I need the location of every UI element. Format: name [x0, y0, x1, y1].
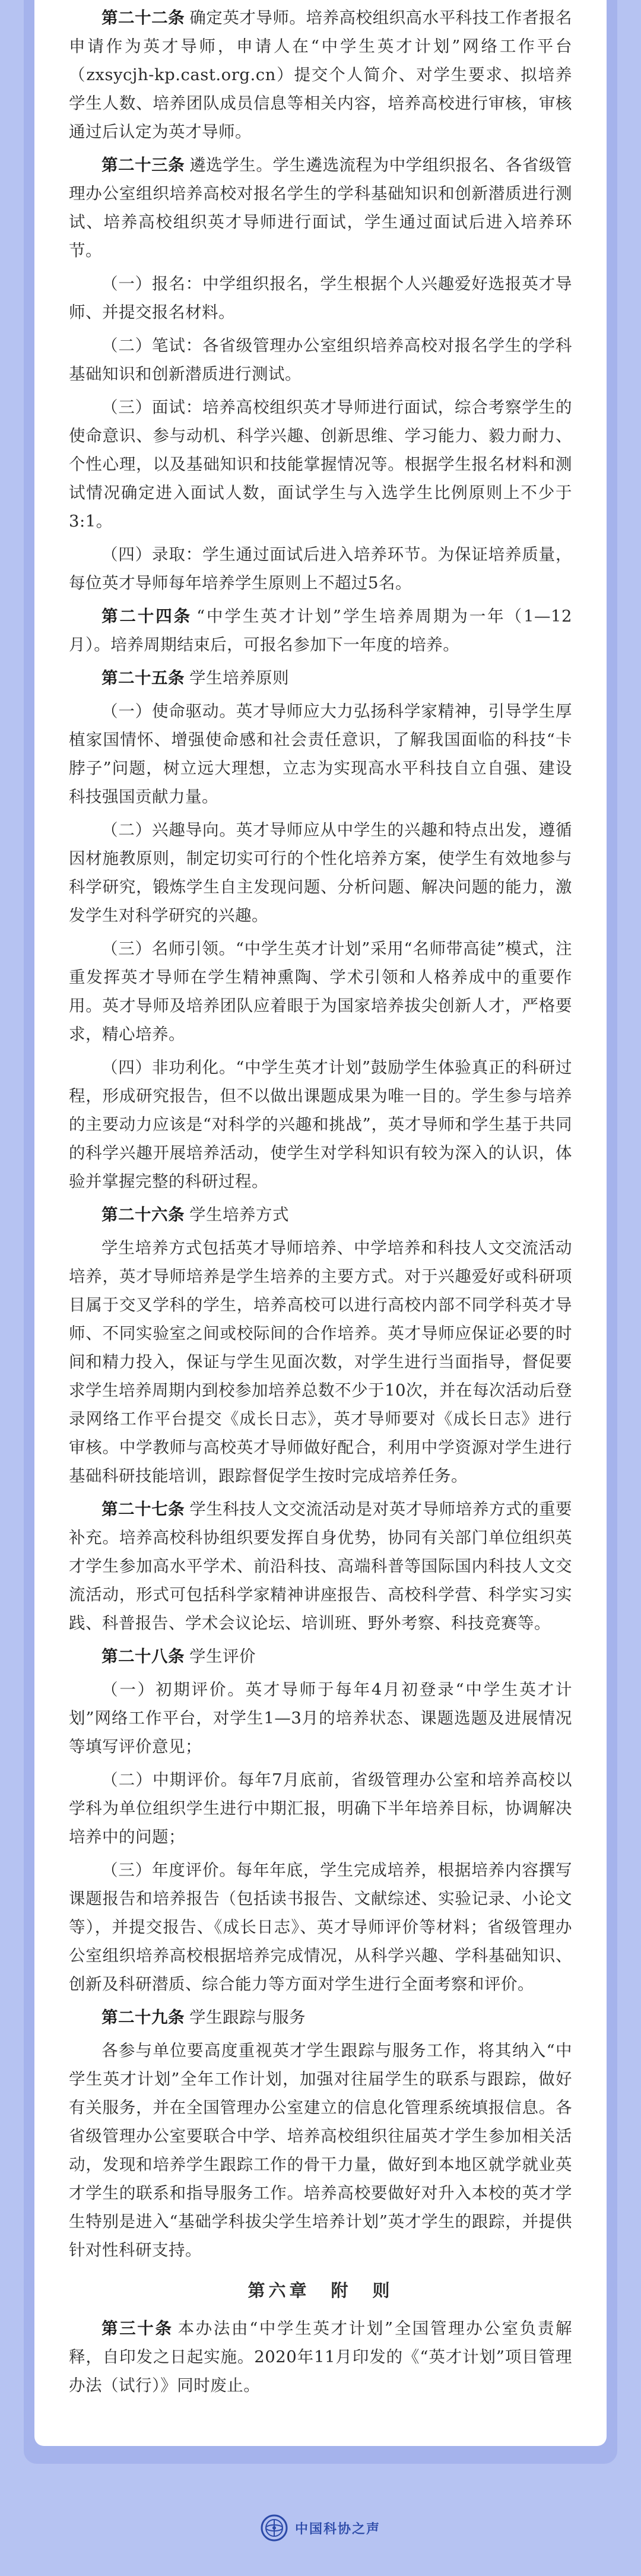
- article-paragraph: [69, 4, 572, 146]
- article-list: [69, 4, 572, 2264]
- article-text: 学生培养方式包括英才导师培养、中学培养和科技人文交流活动培养，英才导师培养是学生培养的主要方式。对于兴趣爱好或科研项目属于交叉学科的学生，培养高校可以进行高校内部不同学科英才导师、不同实验室之间或校际间的合作培养。英才导师应保证必要的时间和精力投入，保证与学生见面次数，对学生进行当面指导，督促要求学生培养周期内到校参加培养总数不少于10次，并在每次活动后登录网络工作平台提交《成长日志》，英才导师要对《成长日志》进行审核。中学教师与高校英才导师做好配合，利用中学资源对学生进行基础科研技能培训，跟踪督促学生按时完成培养任务。: [69, 1238, 572, 1485]
- article-paragraph: [69, 1675, 572, 1761]
- article-text: （四）非功利化。“中学生英才计划”鼓励学生体验真正的科研过程，形成研究报告，但不以做出课题成果为唯一目的。学生参与培养的主要动力应该是“对科学的兴趣和挑战”，英才导师和学生基于共同的科学兴趣开展培养活动，使学生对学科知识有较为深入的认识，体验并掌握完整的科研过程。: [69, 1058, 572, 1191]
- article-paragraph: [69, 393, 572, 536]
- article-paragraph: [69, 664, 572, 692]
- article-text: （三）面试：培养高校组织英才导师进行面试，综合考察学生的使命意识、参与动机、科学兴趣、创新思维、学习能力、毅力耐力、个性心理，以及基础知识和技能掌握情况等。根据学生报名材料和测试情况确定进入面试人数，面试学生与入选学生比例原则上不少于3:1。: [69, 398, 572, 531]
- article-paragraph: [69, 1053, 572, 1196]
- article-number: 第二十九条: [101, 2008, 185, 2027]
- article-paragraph: [69, 1642, 572, 1671]
- article-text: 学生培养原则: [189, 668, 289, 687]
- article-text: 学生培养方式: [189, 1205, 289, 1224]
- article-text: 确定英才导师。培养高校组织高水平科技工作者报名申请作为英才导师，申请人在“中学生英才计划”网络工作平台（zxsycjh-kp.cast.org.cn）提交个人简介、对学生要求、拟培养学生人数、培养团队成员信息等相关内容，培养高校进行审核，审核通过后认定为英才导师。: [69, 8, 573, 141]
- article-paragraph: [69, 270, 572, 327]
- article-number: 第二十五条: [101, 668, 185, 687]
- article-number: 第三十条: [101, 2319, 173, 2338]
- article-text: 学生跟踪与服务: [189, 2008, 306, 2027]
- cast-logo-icon: [261, 2514, 288, 2542]
- document-card: [34, 0, 607, 2446]
- article-number: 第二十八条: [101, 1647, 185, 1666]
- article-text: 遴选学生。学生遴选流程为中学组织报名、各省级管理办公室组织培养高校对报名学生的学科基础知识和创新潜质进行测试、培养高校组织英才导师进行面试，学生通过面试后进入培养环节。: [69, 156, 573, 260]
- article-number: 第二十六条: [101, 1205, 185, 1224]
- article-paragraph: [69, 1234, 572, 1490]
- article-paragraph: [69, 934, 572, 1048]
- article-text: “中学生英才计划”学生培养周期为一年（1—12月）。培养周期结束后，可报名参加下一年度的培养。: [69, 607, 572, 654]
- footer-brand: [0, 2514, 641, 2542]
- article-paragraph: [69, 1766, 572, 1851]
- article-text: 各参与单位要高度重视英才学生跟踪与服务工作，将其纳入“中学生英才计划”全年工作计划，加强对往届学生的联系与跟踪，做好有关服务，并在全国管理办公室建立的信息化管理系统填报信息。各省级管理办公室要联合中学、培养高校组织往届英才学生参加相关活动，发现和培养学生跟踪工作的骨干力量，做好到本地区就学就业英才学生的联系和指导服务工作。培养高校要做好对升入本校的英才学生特别是进入“基础学科拔尖学生培养计划”英才学生的跟踪，并提供针对性科研支持。: [69, 2041, 572, 2260]
- article-paragraph: [69, 2003, 572, 2032]
- article-text: （二）笔试：各省级管理办公室组织培养高校对报名学生的学科基础知识和创新潜质进行测试。: [69, 336, 572, 384]
- article-text: 学生科技人文交流活动是对英才导师培养方式的重要补充。培养高校科协组织要发挥自身优势，协同有关部门单位组织英才学生参加高水平学术、前沿科技、高端科普等国际国内科技人文交流活动，形式可包括科学家精神讲座报告、高校科学营、科学实习实践、科普报告、学术会议论坛、培训班、野外考察、科技竞赛等。: [69, 1500, 573, 1633]
- article-paragraph: [69, 540, 572, 597]
- article-number: 第二十七条: [101, 1500, 185, 1519]
- article-number: 第二十四条: [101, 607, 192, 626]
- article-text: （一）报名：中学组织报名，学生根据个人兴趣爱好选报英才导师、并提交报名材料。: [69, 274, 572, 322]
- article-paragraph: [69, 1495, 572, 1637]
- article-paragraph: [69, 1856, 572, 1998]
- chapter-6-heading: 第六章 附 则: [247, 2280, 394, 2301]
- article-30: [69, 2314, 572, 2400]
- article-paragraph: [69, 697, 572, 811]
- article-number: 第二十三条: [101, 156, 185, 175]
- article-text: （三）年度评价。每年年底，学生完成培养，根据培养内容撰写课题报告和培养报告（包括读书报告、文献综述、实验记录、小论文等），并提交报告、《成长日志》、英才导师评价等材料；省级管理办公室组织培养高校根据培养完成情况，从科学兴趣、学科基础知识、创新及科研潜质、综合能力等方面对学生进行全面考察和评价。: [69, 1861, 572, 1994]
- footer-brand-text: 中国科协之声: [294, 2521, 380, 2537]
- article-text: 本办法由“中学生英才计划”全国管理办公室负责解释，自印发之日起实施。2020年11月印发的《“英才计划”项目管理办法（试行）》同时废止。: [69, 2319, 573, 2395]
- article-text: （一）使命驱动。英才导师应大力弘扬科学家精神，引导学生厚植家国情怀、增强使命感和社会责任意识，了解我国面临的科技“卡脖子”问题，树立远大理想，立志为实现高水平科技自立自强、建设科技强国贡献力量。: [69, 702, 572, 806]
- article-paragraph: [69, 331, 572, 388]
- article-text: （二）中期评价。每年7月底前，省级管理办公室和培养高校以学科为单位组织学生进行中期汇报，明确下半年培养目标，协调解决培养中的问题；: [69, 1770, 572, 1846]
- article-text: （一）初期评价。英才导师于每年4月初登录“中学生英才计划”网络工作平台，对学生1—3月的培养状态、课题选题及进展情况等填写评价意见；: [69, 1680, 572, 1756]
- article-text: （四）录取：学生通过面试后进入培养环节。为保证培养质量，每位英才导师每年培养学生原则上不超过5名。: [69, 545, 572, 592]
- article-paragraph: [69, 151, 572, 265]
- article-paragraph: [69, 2036, 572, 2264]
- article-text: 学生评价: [189, 1647, 256, 1666]
- article-paragraph: [69, 1200, 572, 1229]
- article-text: （二）兴趣导向。英才导师应从中学生的兴趣和特点出发，遵循因材施教原则，制定切实可行的个性化培养方案，使学生有效地参与科学研究，锻炼学生自主发现问题、分析问题、解决问题的能力，激发学生对科学研究的兴趣。: [69, 820, 572, 925]
- article-paragraph: [69, 816, 572, 930]
- article-number: 第二十二条: [101, 8, 185, 27]
- article-paragraph: [69, 602, 572, 659]
- article-text: （三）名师引领。“中学生英才计划”采用“名师带高徒”模式，注重发挥英才导师在学生精神熏陶、学术引领和人格养成中的重要作用。英才导师及培养团队应着眼于为国家培养拔尖创新人才，严格要求，精心培养。: [69, 939, 572, 1044]
